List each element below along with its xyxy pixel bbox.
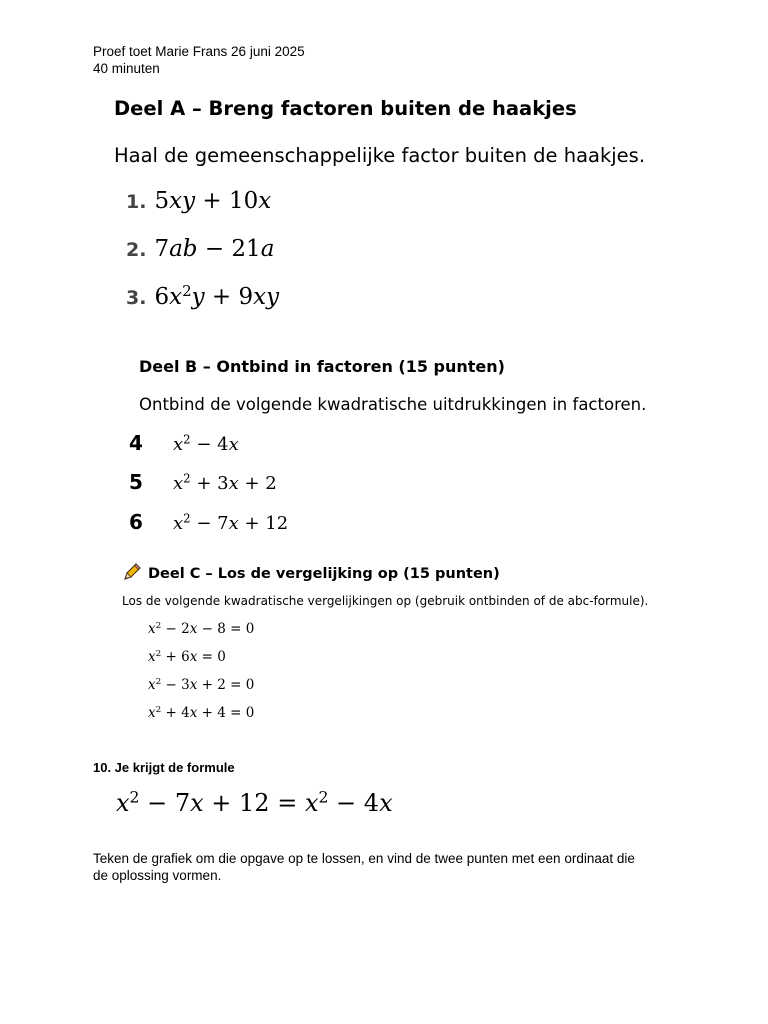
item-number: 2. <box>126 239 147 261</box>
item-expression: $6x^2y + 9xy$ <box>154 281 280 310</box>
item-number: 4 <box>129 431 143 455</box>
deel-a-item-2 <box>126 236 274 262</box>
item-expression: $x^2 + 3x + 2$ <box>173 471 277 494</box>
deel-b-instruction: Ontbind de volgende kwadratische uitdrukkingen in factoren. <box>139 395 647 414</box>
header-title: Proef toet Marie Frans 26 juni 2025 <box>93 44 305 59</box>
item-expression: $x^2 - 7x + 12$ <box>173 511 289 534</box>
deel-a-instruction: Haal de gemeenschappelijke factor buiten de haakjes. <box>114 144 646 167</box>
deel-b-item-6 <box>129 510 288 534</box>
deel-b-title: Deel B – Ontbind in factoren (15 punten) <box>139 357 505 376</box>
question-10-text-line-2: de oplossing vormen. <box>93 868 222 883</box>
question-10-text-line-1: Teken de grafiek om die opgave op te lossen, en vind de twee punten met een ordinaat die <box>93 851 635 866</box>
deel-c-instruction: Los de volgende kwadratische vergelijkingen op (gebruik ontbinden of de abc-formule). <box>122 594 649 608</box>
item-expression: 7ab − 21a <box>154 236 275 262</box>
deel-a-title: Deel A – Breng factoren buiten de haakjes <box>114 97 577 120</box>
deel-c-equation-1: $x^2 - 2x - 8 = 0$ <box>148 621 255 637</box>
question-10-formula: $x^2 - 7x + 12 = x^2 - 4x$ <box>116 788 393 817</box>
deel-c-title: Deel C – Los de vergelijking op (15 punten) <box>148 566 500 582</box>
deel-c-equation-3: $x^2 - 3x + 2 = 0$ <box>148 677 255 693</box>
deel-c-equation-4: $x^2 + 4x + 4 = 0$ <box>148 705 255 721</box>
question-10-text <box>93 850 635 884</box>
header-duration: 40 minuten <box>93 61 160 76</box>
deel-a-item-1 <box>126 188 271 214</box>
question-10-label: 10. Je krijgt de formule <box>93 760 235 775</box>
document-header <box>93 43 305 77</box>
deel-c-equation-2: $x^2 + 6x = 0$ <box>148 649 226 665</box>
item-number: 3. <box>126 287 147 309</box>
deel-b-item-4 <box>129 431 239 455</box>
item-number: 6 <box>129 510 143 534</box>
item-expression: $x^2 - 4x$ <box>173 432 239 455</box>
item-expression: 5xy + 10x <box>154 188 272 214</box>
pencil-icon <box>122 562 142 586</box>
deel-a-item-3 <box>126 281 280 310</box>
deel-b-item-5 <box>129 470 277 494</box>
deel-c-heading <box>122 562 500 586</box>
item-number: 5 <box>129 470 143 494</box>
item-number: 1. <box>126 191 147 213</box>
